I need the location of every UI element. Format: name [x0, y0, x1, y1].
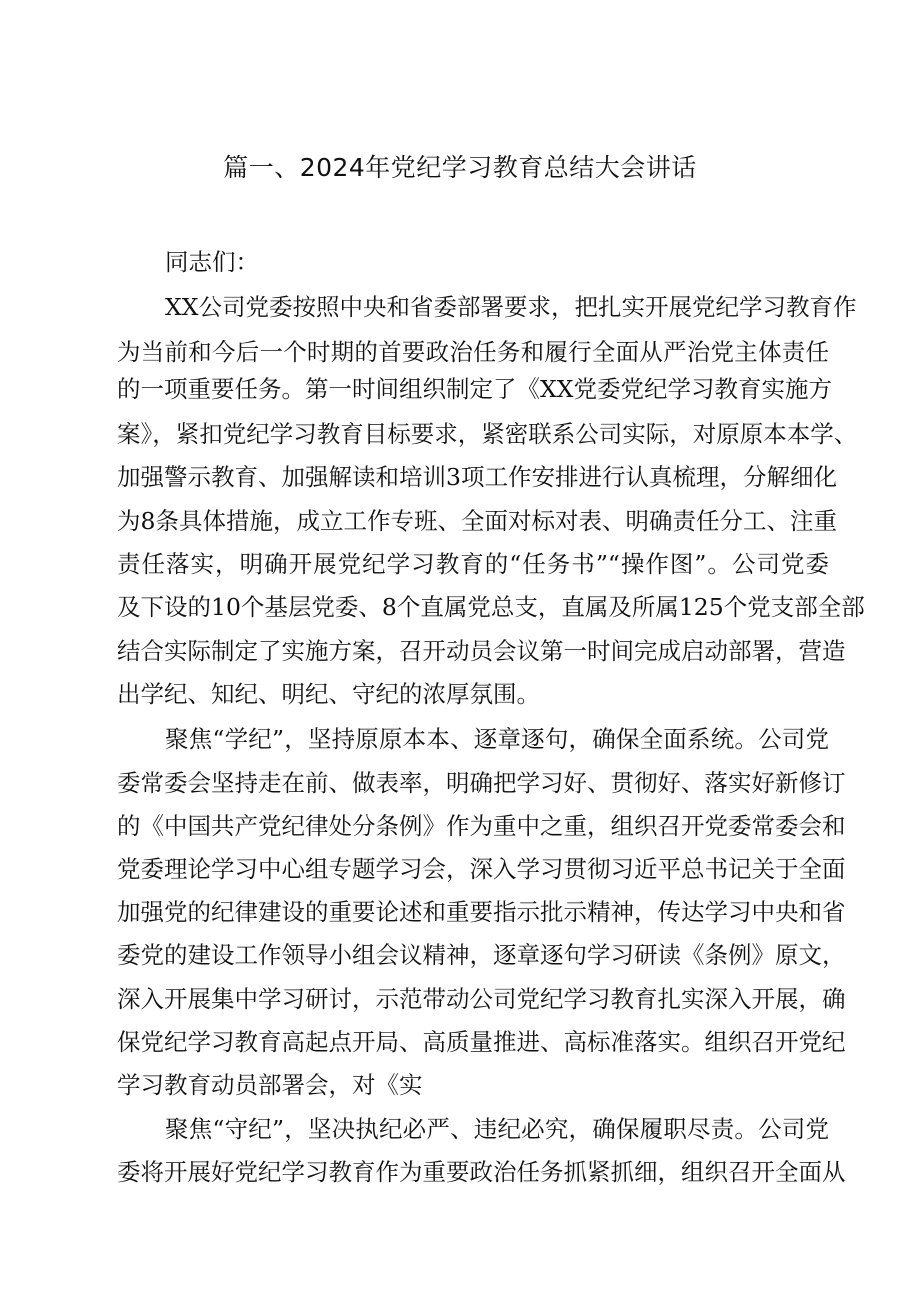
paragraph-1-line: 加强警示教育、加强解读和培训3项工作安排进行认真梳理，分解细化	[117, 463, 837, 491]
paragraph-1-line: 为8条具体措施，成立工作专班、全面对标对表、明确责任分工、注重	[117, 507, 837, 535]
greeting: 同志们：	[165, 248, 259, 276]
paragraph-2-line: 的《中国共产党纪律处分条例》作为重中之重，组织召开党委常委会和	[117, 812, 846, 840]
paragraph-2-line: 委常委会坚持走在前、做表率，明确把学习好、贯彻好、落实好新修订	[117, 769, 846, 797]
paragraph-3-line: 委将开展好党纪学习教育作为重要政治任务抓紧抓细，组织召开全面从	[117, 1158, 846, 1186]
paragraph-1-line: 案》，紧扣党纪学习教育目标要求，紧密联系公司实际，对原原本本学、	[117, 420, 858, 448]
paragraph-2-line: 加强党的纪律建设的重要论述和重要指示批示精神，传达学习中央和省	[117, 898, 846, 926]
paragraph-1-line: 结合实际制定了实施方案，召开动员会议第一时间完成启动部署，营造	[117, 637, 846, 665]
paragraph-1-line: 及下设的10个基层党委、8个直属党总支，直属及所属125个党支部全部	[117, 593, 865, 621]
paragraph-2-line: 党委理论学习中心组专题学习会，深入学习贯彻习近平总书记关于全面	[117, 855, 846, 883]
paragraph-2-line: 深入开展集中学习研讨，示范带动公司党纪学习教育扎实深入开展，确	[117, 985, 846, 1013]
paragraph-1-line: 为当前和今后一个时期的首要政治任务和履行全面从严治党主体责任	[117, 338, 829, 366]
paragraph-2-line: 保党纪学习教育高起点开局、高质量推进、高标准落实。组织召开党纪	[117, 1028, 846, 1056]
paragraph-1-line: 出学纪、知纪、明纪、守纪的浓厚氛围。	[117, 680, 540, 708]
paragraph-3-line: 聚焦“守纪”，坚决执纪必严、违纪必究，确保履职尽责。公司党	[165, 1115, 829, 1143]
paragraph-2-line: 委党的建设工作领导小组会议精神，逐章逐句学习研读《条例》原文，	[117, 941, 846, 969]
document-title: 篇一、2024年党纪学习教育总结大会讲话	[223, 153, 697, 182]
paragraph-2-line: 学习教育动员部署会，对《实	[117, 1071, 423, 1099]
paragraph-2-line: 聚焦“学纪”，坚持原原本本、逐章逐句，确保全面系统。公司党	[165, 725, 829, 753]
paragraph-1-line: 的一项重要任务。第一时间组织制定了《XX党委党纪学习教育实施方	[117, 375, 832, 403]
paragraph-1-line: 责任落实，明确开展党纪学习教育的“任务书”“操作图”。公司党委	[117, 550, 829, 578]
paragraph-1-line: XX公司党委按照中央和省委部署要求，把扎实开展党纪学习教育作	[165, 293, 857, 321]
